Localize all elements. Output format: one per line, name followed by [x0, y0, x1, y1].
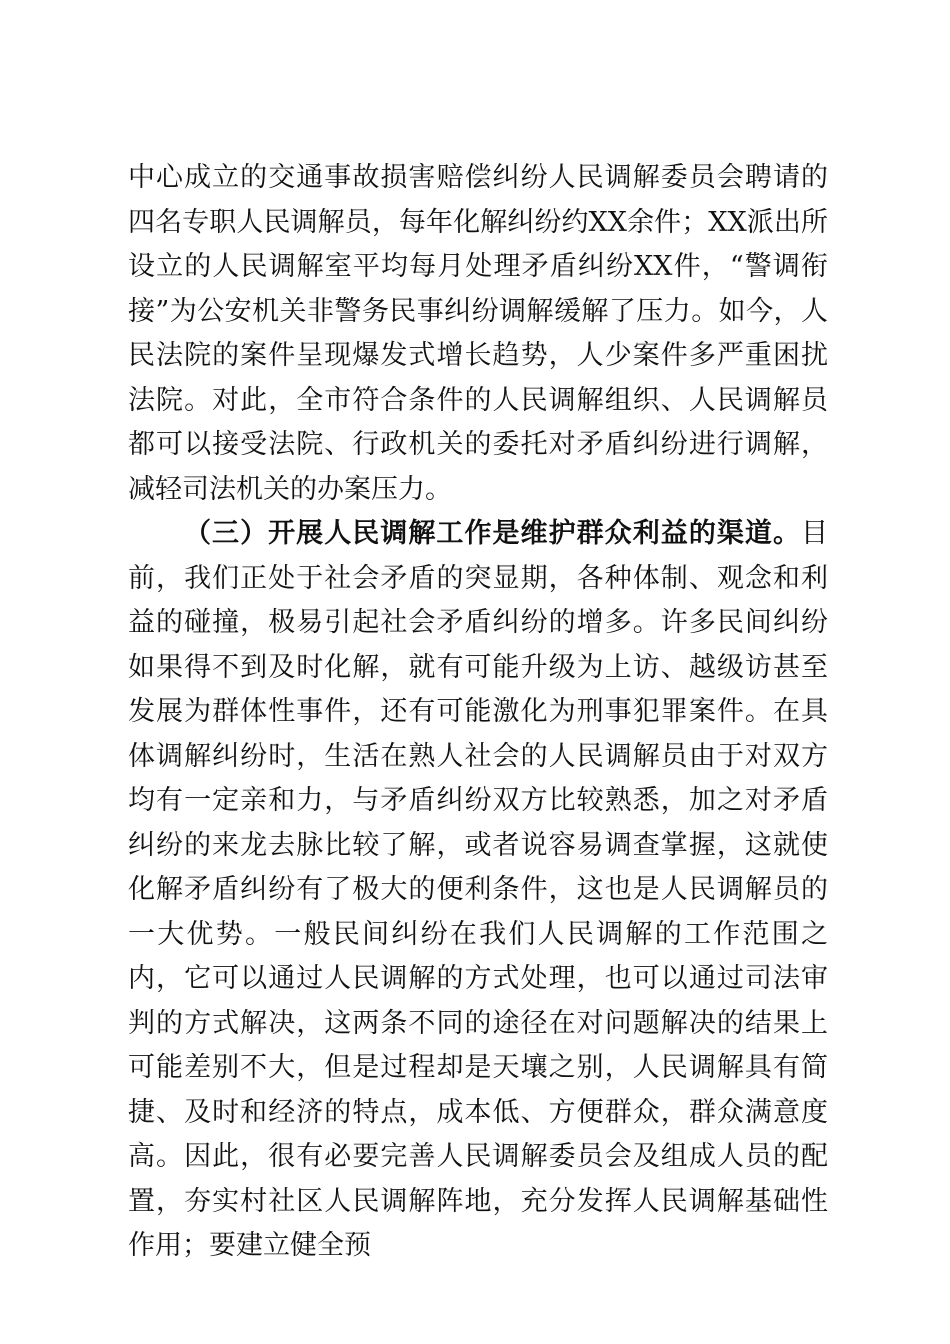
- section-heading: （三）开展人民调解工作是维护群众利益的渠道。: [184, 518, 801, 549]
- document-body: [128, 156, 828, 1269]
- body-paragraph-1: 中心成立的交通事故损害赔偿纠纷人民调解委员会聘请的四名专职人民调解员，每年化解纠纷约XX余件；XX派出所设立的人民调解室平均每月处理矛盾纠纷XX件，“警调衔接”为公安机关非警务民事纠纷调解缓解了压力。如今，人民法院的案件呈现爆发式增长趋势，人少案件多严重困扰法院。对此，全市符合条件的人民调解组织、人民调解员都可以接受法院、行政机关的委托对矛盾纠纷进行调解，减轻司法机关的办案压力。: [128, 162, 828, 505]
- section-body-text: 目前，我们正处于社会矛盾的突显期，各种体制、观念和利益的碰撞，极易引起社会矛盾纠纷的增多。许多民间纠纷如果得不到及时化解，就有可能升级为上访、越级访甚至发展为群体性事件，还有可能激化为刑事犯罪案件。在具体调解纠纷时，生活在熟人社会的人民调解员由于对双方均有一定亲和力，与矛盾纠纷双方比较熟悉，加之对矛盾纠纷的来龙去脉比较了解，或者说容易调查掌握，这就使化解矛盾纠纷有了极大的便利条件，这也是人民调解员的一大优势。一般民间纠纷在我们人民调解的工作范围之内，它可以通过人民调解的方式处理，也可以通过司法审判的方式解决，这两条不同的途径在对问题解决的结果上可能差别不大，但是过程却是天壤之别，人民调解具有简捷、及时和经济的特点，成本低、方便群众，群众满意度高。因此，很有必要完善人民调解委员会及组成人员的配置，夯实村社区人民调解阵地，充分发挥人民调解基础性作用；要建立健全预: [128, 518, 828, 1261]
- body-paragraph-2: [128, 512, 828, 1269]
